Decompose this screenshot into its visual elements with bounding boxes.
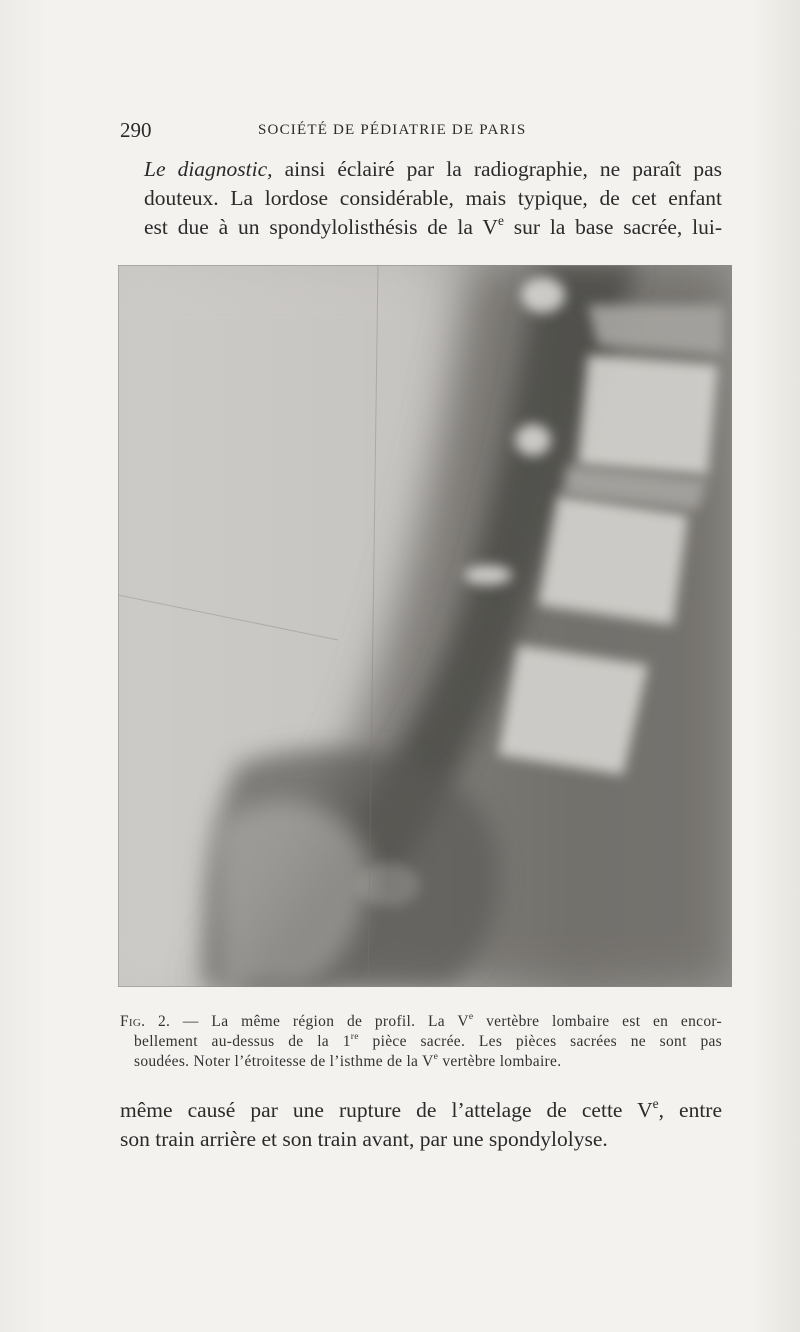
superscript: e xyxy=(433,1051,439,1063)
paragraph-diagnostic xyxy=(120,155,722,242)
superscript: e xyxy=(497,213,504,229)
running-head: SOCIÉTÉ DE PÉDIATRIE DE PARIS xyxy=(258,122,527,138)
paragraph-text: , entre xyxy=(658,1098,722,1122)
paragraph-line: son train arrière et son train avant, par une spondylolyse. xyxy=(120,1127,608,1151)
paragraph-line: douteux. La lordose considérable, mais typique, de cet enfant xyxy=(144,186,722,210)
paragraph-line xyxy=(120,1096,722,1125)
caption-text: vertèbre lombaire. xyxy=(438,1053,562,1070)
paragraph-line xyxy=(120,155,722,184)
caption-text: soudées. Noter l’étroitesse de l’isthme de la V xyxy=(134,1053,434,1070)
paragraph-text: sur la base sacrée, lui- xyxy=(503,215,722,239)
caption-line xyxy=(120,1032,722,1052)
paragraph-spondylolysis xyxy=(120,1096,722,1154)
radiograph-figure xyxy=(118,265,732,987)
page-number: 290 xyxy=(120,118,152,142)
caption-line xyxy=(120,1012,722,1032)
paragraph-text: ainsi éclairé par la radiographie, ne paraît pas xyxy=(272,157,722,181)
caption-line xyxy=(120,1052,722,1072)
radiograph-image xyxy=(118,265,732,987)
italic-phrase: Le diagnostic, xyxy=(144,157,273,181)
paragraph-text: même causé par une rupture de l’attelage de cette V xyxy=(120,1098,653,1122)
caption-text: pièce sacrée. Les pièces sacrées ne sont pas xyxy=(358,1033,723,1050)
superscript: e xyxy=(468,1011,474,1023)
superscript: e xyxy=(652,1096,659,1112)
paragraph-text: est due à un spondylolisthésis de la V xyxy=(144,215,498,239)
caption-text: bellement au-dessus de la 1 xyxy=(134,1033,351,1050)
superscript: re xyxy=(350,1031,359,1043)
paragraph-line xyxy=(120,213,722,242)
caption-text: — La même région de profil. La V xyxy=(170,1013,469,1030)
figure-caption xyxy=(120,1012,722,1072)
figure-label: Fig. 2. xyxy=(120,1013,171,1030)
page-header xyxy=(120,118,720,142)
caption-text: vertèbre lombaire est en encor- xyxy=(473,1013,723,1030)
